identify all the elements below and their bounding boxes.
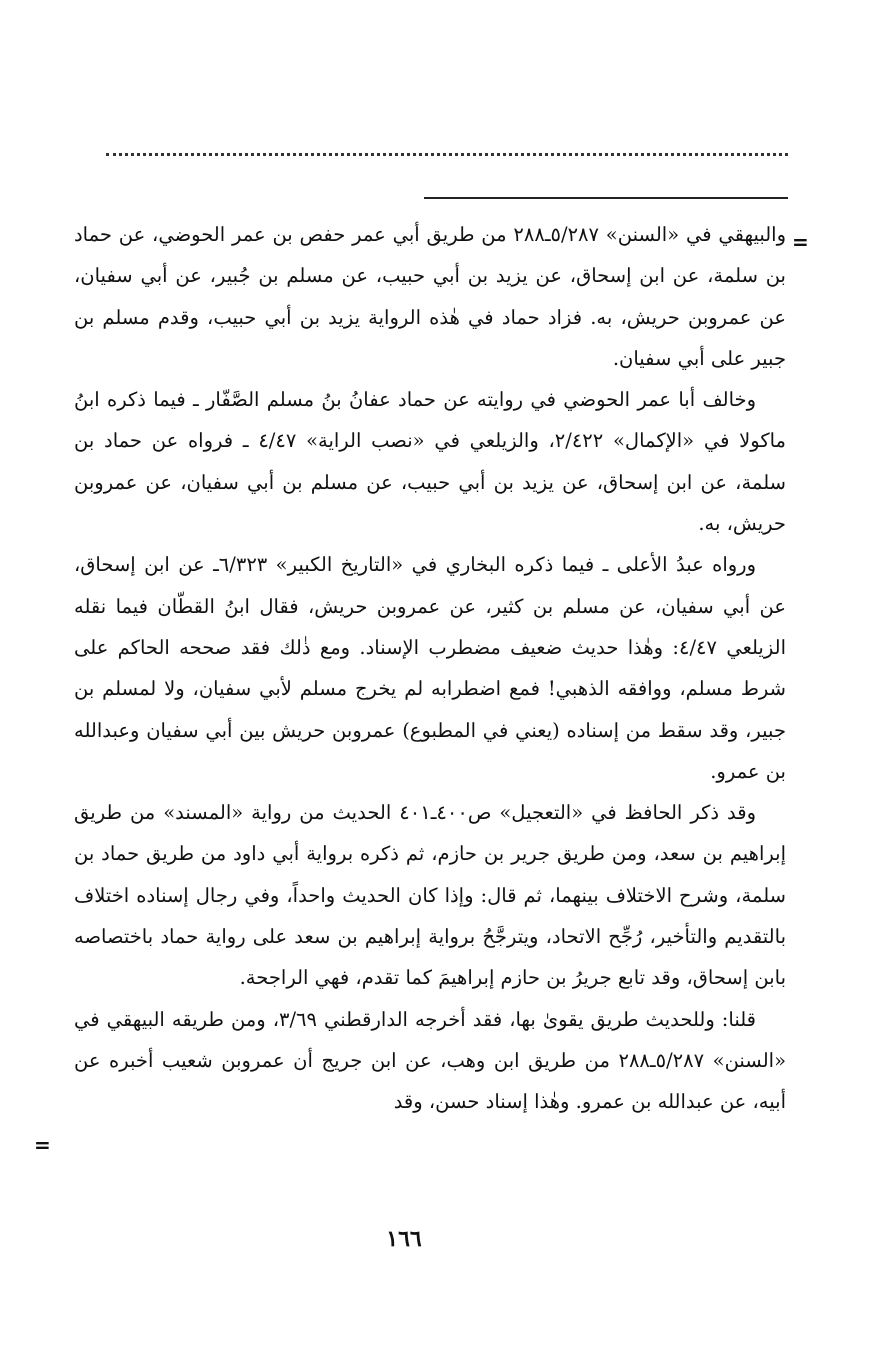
paragraph-5: قلنا: وللحديث طريق يقوىٰ بها، فقد أخرجه الدارقطني ٣/٦٩، ومن طريقه البيهقي في «السنن» ٥/٢٨٧ـ٢٨٨ من طريق ابن وهب، عن ابن جريج أن عمروبن شعيب أخبره عن أبيه، عن عبدالله بن عمرو. وهٰذا إسناد حسن، وقد bbox=[74, 1007, 786, 1114]
footnote-text bbox=[74, 214, 786, 1123]
paragraph-3: ورواه عبدُ الأعلى ـ فيما ذكره البخاري في «التاريخ الكبير» ٦/٣٢٣ـ عن ابن إسحاق، عن أبي سفيان، عن مسلم بن كثير، عن عمروبن حريش، فقال ابنُ القطّان فيما نقله الزيلعي ٤/٤٧: وهٰذا حديث ضعيف مضطرب الإسناد. ومع ذٰلك فقد صححه الحاكم على شرط مسلم، ووافقه الذهبي! فمع اضطرابه لم يخرج مسلم لأبي سفيان، ولا لمسلم بن جبير، وقد سقط من إسناده (يعني في المطبوع) عمروبن حريش بين أبي سفيان وعبدالله بن عمرو. bbox=[74, 553, 786, 783]
paragraph-1: والبيهقي في «السنن» ٥/٢٨٧ـ٢٨٨ من طريق أبي عمر حفص بن عمر الحوضي، عن حماد بن سلمة، عن ابن إسحاق، عن يزيد بن أبي حبيب، عن مسلم بن جُبير، عن أبي سفيان، عن عمروبن حريش، به. فزاد حماد في هٰذه الرواية يزيد بن أبي حبيب، وقدم مسلم بن جبير على أبي سفيان. bbox=[74, 223, 786, 370]
page-number: ١٦٦ bbox=[386, 1226, 422, 1252]
continuation-mark-top: = bbox=[792, 230, 809, 254]
dotted-separator bbox=[106, 153, 788, 156]
paragraph-4: وقد ذكر الحافظ في «التعجيل» ص٤٠٠ـ٤٠١ الحديث من رواية «المسند» من طريق إبراهيم بن سعد، ومن طريق جرير بن حازم، ثم ذكره برواية أبي داود من طريق حماد بن سلمة، وشرح الاختلاف بينهما، ثم قال: وإذا كان الحديث واحداً، وفي رجال إسناده اختلاف بالتقديم والتأخير، رُجِّح الاتحاد، ويترجَّحُ برواية إبراهيم بن سعد على رواية حماد باختصاصه بابن إسحاق، وقد تابع جريرُ بن حازم إبراهيمَ كما تقدم، فهي الراجحة. bbox=[74, 801, 786, 990]
paragraph-2: وخالف أبا عمر الحوضي في روايته عن حماد عفانُ بنُ مسلم الصَّفّار ـ فيما ذكره ابنُ ماكولا في «الإكمال» ٢/٤٢٢، والزيلعي في «نصب الراية» ٤/٤٧ ـ فرواه عن حماد بن سلمة، عن ابن إسحاق، عن يزيد بن أبي حبيب، عن مسلم بن أبي سفيان، عن عمروبن حريش، به. bbox=[74, 388, 787, 536]
footnote-rule bbox=[424, 197, 788, 199]
continuation-mark-bottom: = bbox=[34, 1133, 51, 1157]
